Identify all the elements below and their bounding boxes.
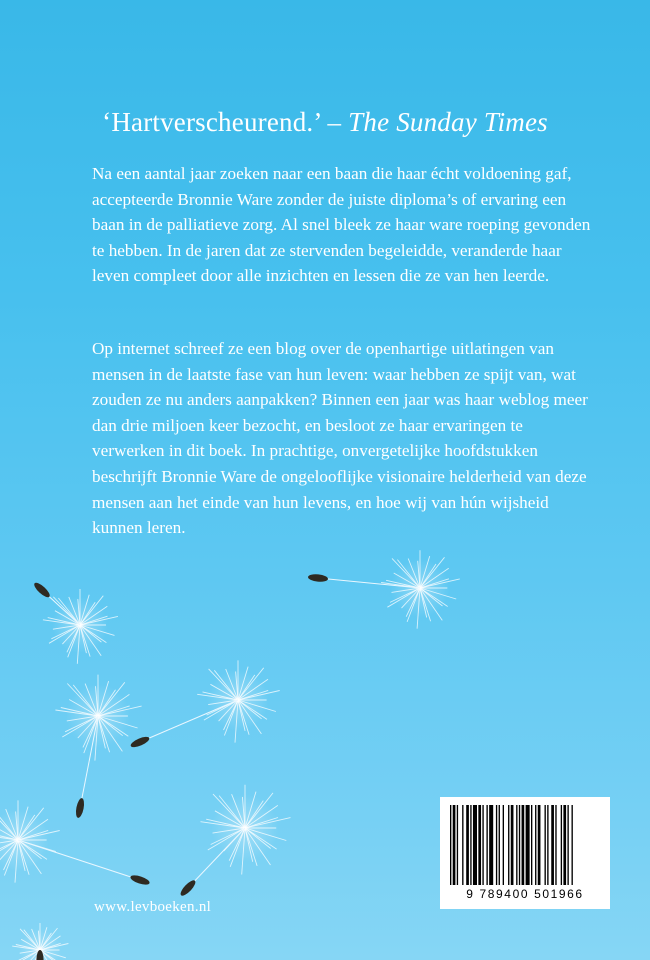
quote-text: ‘Hartverscheurend.’ – <box>102 107 349 137</box>
dandelion-seed <box>12 923 68 960</box>
isbn-barcode <box>440 797 610 909</box>
publisher-url: www.levboeken.nl <box>94 899 212 915</box>
dandelion-seed <box>55 675 141 819</box>
review-quote <box>0 104 650 140</box>
dandelion-seed <box>0 800 151 886</box>
dandelion-seed <box>32 581 118 664</box>
quote-source: The Sunday Times <box>348 107 548 137</box>
blurb-paragraph-2: Op internet schreef ze een blog over de openhartige uitlatingen van mensen in de laatste fase van hun leven: waar hebben ze spijt van, wat zouden ze nu anders aanpakken? Binnen een jaar was haar weblog meer dan drie miljoen keer bezocht, en besloot ze haar ervaringen te verwerken in dit boek. In prachtige, onvergetelijke hoofdstukken beschrijft Bronnie Ware de ongelooflijke visionaire helderheid van deze mensen aan het einde van hun levens, en hoe wij van hún wijsheid kunnen leren. <box>92 339 588 538</box>
barcode-digits: 9 789400 501966 <box>466 887 584 901</box>
dandelion-seed <box>179 785 291 898</box>
barcode-bars <box>450 805 600 887</box>
blurb-paragraph-1: Na een aantal jaar zoeken naar een baan die haar écht voldoening gaf, accepteerde Bronnie Ware zonder de juiste diploma’s of ervaring een baan in de palliatieve zorg. Al snel bleek ze haar ware roeping gevonden te hebben. In de jaren dat ze stervenden begeleidde, veranderde haar leven compleet door alle inzichten en lessen die ze van hen leerde. <box>92 164 591 286</box>
dandelion-seed <box>129 660 279 749</box>
dandelion-seed <box>308 550 460 629</box>
